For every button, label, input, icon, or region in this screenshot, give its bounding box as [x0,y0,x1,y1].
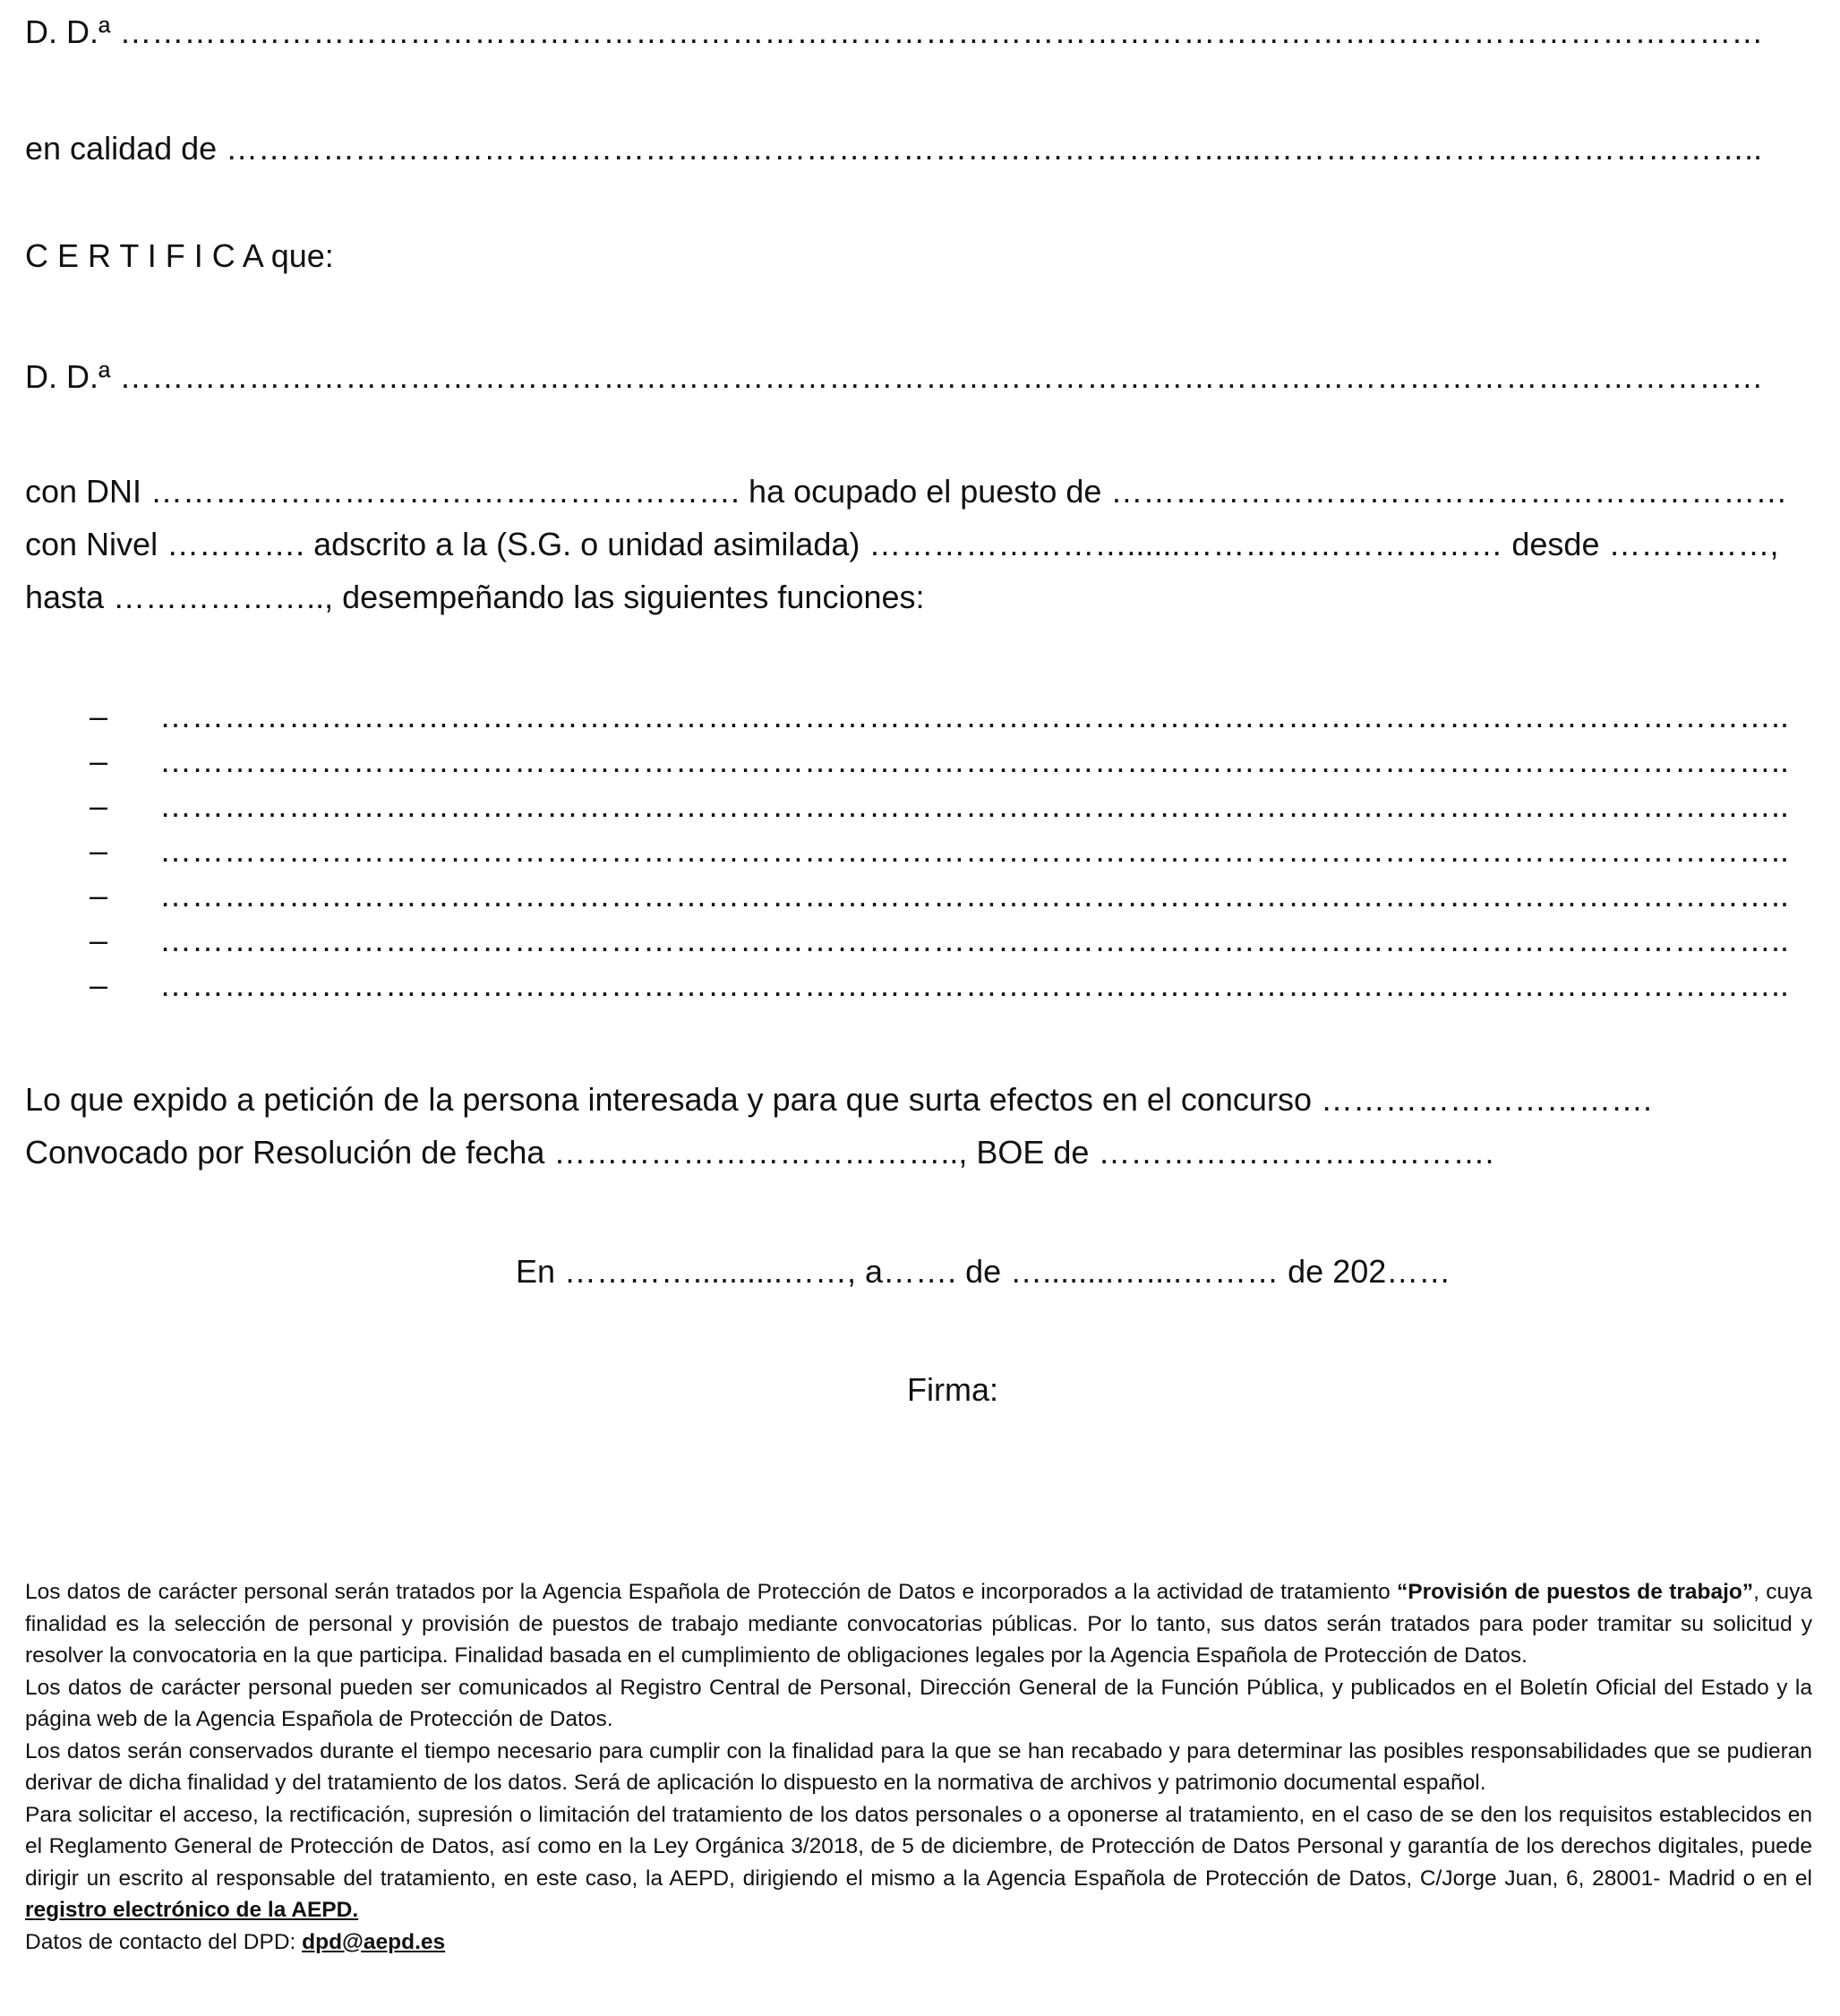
function-item-5[interactable]: – …………………………………………………………………………………………………………………………………….. [90,877,1790,914]
certifica-heading: C E R T I F I C A que: [25,237,334,274]
field-until-functions[interactable]: hasta ……………….., desempeñando las siguientes funciones: [25,579,925,615]
field-place-date[interactable]: En …………..........……, a……. de …........…....……… de 202…… [516,1253,1451,1290]
field-dni-position[interactable]: con DNI ………………………………………………. ha ocupado el puesto de ……………………………………………………… [25,473,1788,510]
function-item-7[interactable]: – …………………………………………………………………………………………………………………………………….. [90,966,1790,1003]
privacy-paragraph-1: Los datos de carácter personal serán tratados por la Agencia Española de Protección de Datos e incorporados a la actividad de tratamiento “Provisión de puestos de trabajo”, cuya finalidad es la selección de personal y provisión de puestos de trabajo mediante convocatorias públicas. Por lo tanto, sus datos serán tratados para poder tramitar su solicitud y resolver la convocatoria en la que participa. Finalidad basada en el cumplimiento de obligaciones legales por la Agencia Española de Protección de Datos. [25,1580,1812,1668]
dash-bullet: – [90,922,108,958]
function-item-2[interactable]: – …………………………………………………………………………………………………………………………………….. [90,742,1790,779]
field-name-subject[interactable]: D. D.ª ……………………………………………………………………………………………………………………………………… [25,358,1764,395]
dash-bullet: – [90,742,108,779]
function-item-6[interactable]: – …………………………………………………………………………………………………………………………………….. [90,922,1790,958]
privacy-paragraph-5: Datos de contacto del DPD: dpd@aepd.es [25,1929,446,1954]
field-name-issuer[interactable]: D. D.ª ……………………………………………………………………………………………………………………………………… [25,13,1764,50]
function-item-1[interactable]: – …………………………………………………………………………………………………………………………………….. [90,698,1790,734]
dpd-email-link[interactable]: dpd@aepd.es [302,1929,446,1954]
dash-bullet: – [90,787,108,824]
privacy-paragraph-2: Los datos de carácter personal pueden ser comunicados al Registro Central de Personal, Dirección General de la Función Pública, y publicados en el Boletín Oficial del Estado y la página web de la Agencia Española de Protección de Datos. [25,1675,1812,1731]
dash-bullet: – [90,877,108,914]
privacy-paragraph-4: Para solicitar el acceso, la rectificación, supresión o limitación del tratamiento de los datos personales o a oponerse al tratamiento, en el caso de se den los requisitos establecidos en el Reglamento General de Protección de Datos, así como en la Ley Orgánica 3/2018, de 5 de diciembre, de Protección de Datos Personal y garantía de los derechos digitales, puede dirigir un escrito al responsable del tratamiento, en este caso, la AEPD, dirigiendo el mismo a la Agencia Española de Protección de Datos, C/Jorge Juan, 6, 28001- Madrid o en el registro electrónico de la AEPD. [25,1802,1812,1922]
dash-bullet: – [90,698,108,734]
field-capacity[interactable]: en calidad de …………………………………………………………………………………....……………………………………….. [25,130,1763,167]
field-contest[interactable]: Lo que expido a petición de la persona interesada y para que surta efectos en el concurso …………………………. [25,1081,1652,1118]
privacy-notice [25,1576,1812,1958]
aepd-registry-link[interactable]: registro electrónico de la AEPD. [25,1898,359,1922]
dash-bullet: – [90,832,108,869]
privacy-paragraph-3: Los datos serán conservados durante el tiempo necesario para cumplir con la finalidad para la que se han recabado y para determinar las posibles responsabilidades que se pudieran derivar de dicha finalidad y del tratamiento de los datos. Será de aplicación lo dispuesto en la normativa de archivos y patrimonio documental español. [25,1738,1812,1795]
field-level-unit-from[interactable]: con Nivel …………. adscrito a la (S.G. o unidad asimilada) ……………………......………………………… desde ……………, [25,526,1779,562]
signature-label: Firma: [907,1371,998,1408]
function-item-3[interactable]: – …………………………………………………………………………………………………………………………………….. [90,787,1790,824]
field-resolution-boe[interactable]: Convocado por Resolución de fecha ……………………………….., BOE de ………………………………. [25,1134,1494,1171]
function-item-4[interactable]: – …………………………………………………………………………………………………………………………………….. [90,832,1790,869]
dash-bullet: – [90,966,108,1003]
